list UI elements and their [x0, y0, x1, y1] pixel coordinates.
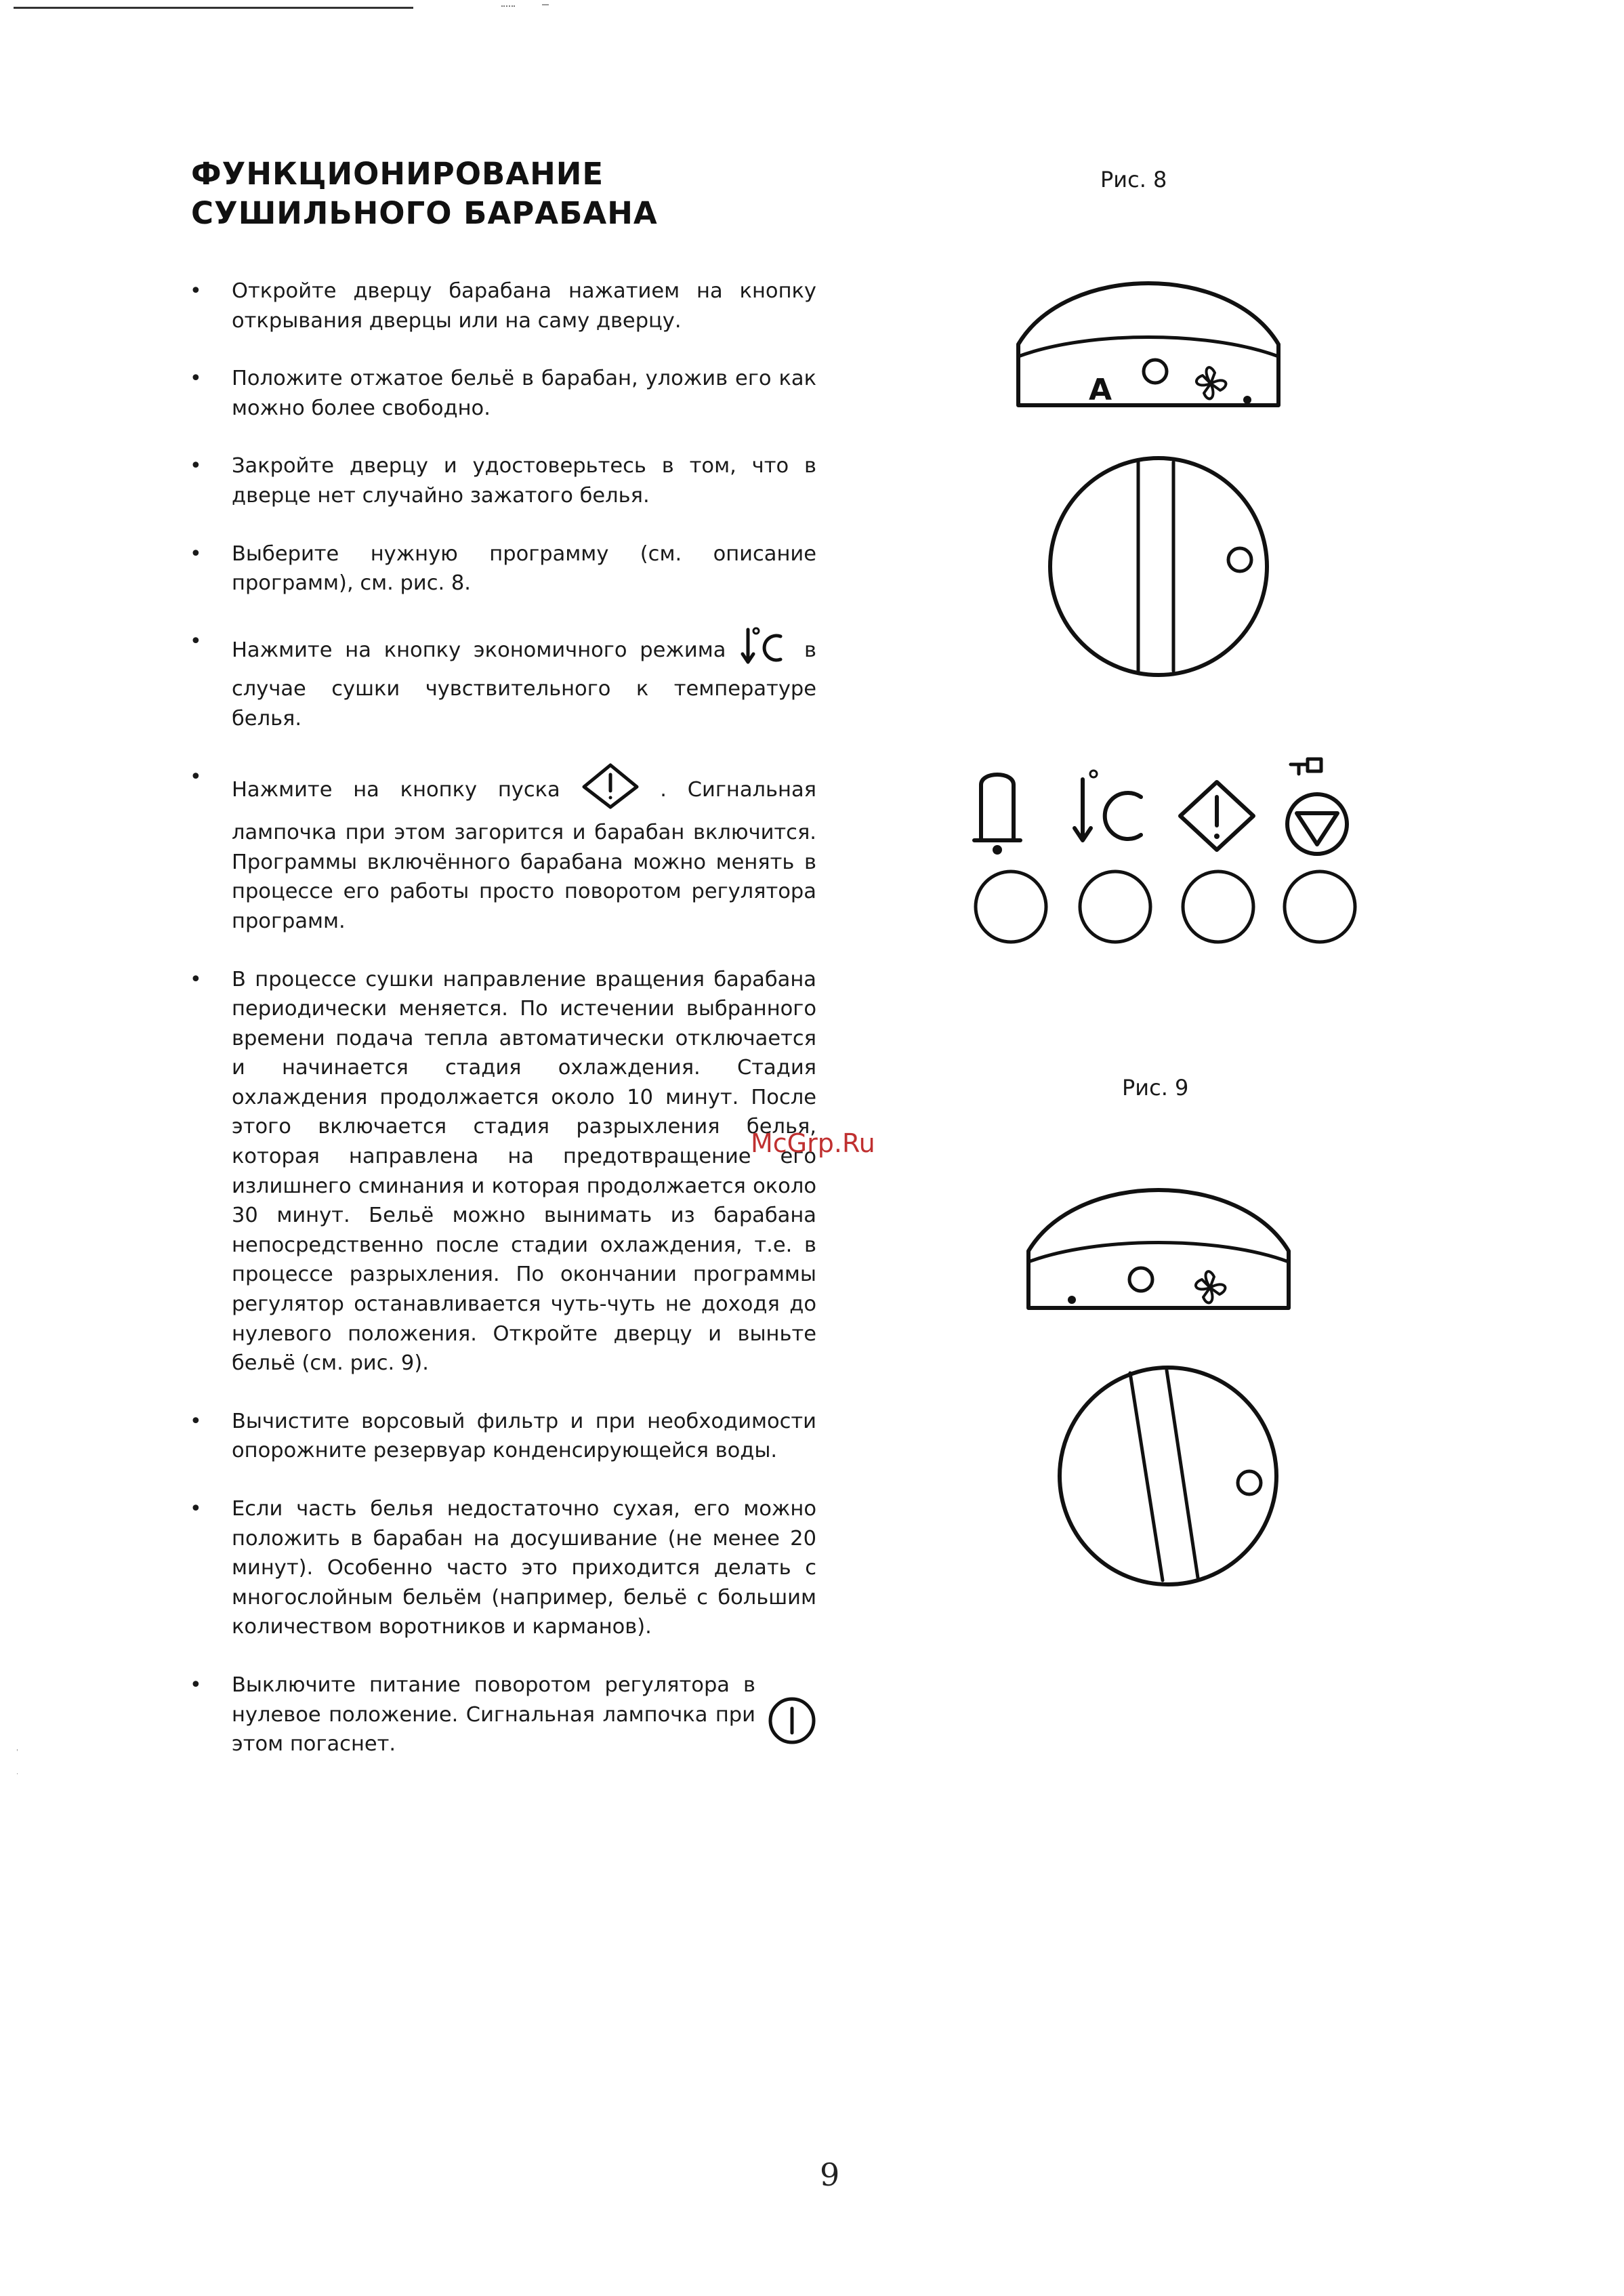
indicator-lamp-start	[1183, 872, 1253, 942]
dial-program-letter: A	[1089, 373, 1112, 407]
indicator-lamp-temp	[1080, 872, 1150, 942]
list-item	[190, 451, 816, 510]
dial-panel-inner-arc	[1018, 337, 1278, 357]
start-diamond-icon	[1180, 782, 1253, 850]
figure-8-caption: Рис. 8	[1100, 167, 1167, 192]
page-number: 9	[820, 2156, 840, 2193]
bullet-dot: •	[190, 967, 202, 991]
list-item	[190, 1670, 816, 1759]
bullet-dot: •	[190, 1497, 202, 1521]
watermark: McGrp.Ru	[751, 1128, 875, 1158]
list-item	[190, 627, 816, 734]
list-item-text: Если часть белья недостаточно сухая, его можно положить в барабан на досушивание (не менее 20 минут). Особенно часто это приходится делать с многослойным бельём (например, бельё с большим количеством воротников и карманов).	[232, 1497, 816, 1639]
figure-8-dial-panel	[1013, 256, 1284, 412]
list-item-text: Закройте дверцу и удостоверьтесь в том, что в дверце нет случайно зажатого белья.	[232, 454, 816, 508]
lock-icon	[1287, 759, 1347, 854]
figure-8-knob	[1045, 453, 1272, 680]
figure-9-knob	[1054, 1362, 1282, 1590]
indicator-lamp-bell	[976, 872, 1046, 942]
list-item-text: Положите отжатое бельё в барабан, уложив его как можно более свободно.	[232, 367, 816, 420]
list-item	[190, 1494, 816, 1642]
list-item-text: Откройте дверцу барабана нажатием на кнопку открывания дверцы или на саму дверцу.	[232, 279, 816, 333]
list-item	[190, 1407, 816, 1466]
temp-down-icon	[1075, 771, 1141, 840]
bell-icon	[974, 775, 1020, 855]
bullet-dot: •	[190, 1673, 202, 1697]
temp-down-icon	[738, 627, 791, 675]
bullet-dot: •	[190, 629, 202, 653]
top-rule-dots	[501, 5, 515, 7]
list-item	[190, 762, 816, 937]
bullet-dot: •	[190, 541, 202, 566]
page-title-line-1: ФУНКЦИОНИРОВАНИЕ	[191, 156, 604, 192]
list-item	[190, 965, 816, 1378]
page-title-line-2: СУШИЛЬНОГО БАРАБАНА	[191, 195, 658, 231]
list-item	[190, 539, 816, 598]
dial-program-circle	[1144, 360, 1167, 383]
list-item-text: Выберите нужную программу (см. описание программ), см. рис. 8.	[232, 541, 816, 596]
start-diamond-icon	[581, 762, 640, 819]
top-rule	[14, 7, 413, 9]
bullet-dot: •	[190, 279, 202, 303]
fan-icon	[1196, 367, 1226, 398]
power-circle-icon	[768, 1696, 816, 1754]
bullet-dot: •	[190, 1409, 202, 1433]
list-item-text: В процессе сушки направление вращения барабана периодически меняется. По истечении выбранного времени подача тепла автоматически отключается и начинается стадия охлаждения. Стадия охлаждения продолжается около 10 минут. После этого включается стадия разрыхления белья, которая направлена на предотвращение его излишнего сминания и которая продолжается около 30 минут. Бельё можно вынимать из барабана непосредственно после стадии охлаждения, т.е. в процессе разрыхления. По окончании программы регулятор останавливается чуть-чуть не доходя до нулевого положения. Откройте дверцу и выньте бельё (см. рис. 9).	[232, 967, 816, 1376]
list-item-text-continued: . Сигнальная лампочка при этом загорится и барабан включится. Программы включённого барабана можно менять в процессе его работы просто поворотом регулятора программ.	[232, 777, 816, 933]
page-title	[191, 155, 801, 233]
list-item	[190, 276, 816, 335]
control-panel-icons	[969, 759, 1362, 861]
list-item-text: Выключите питание поворотом регулятора в нулевое положение. Сигнальная лампочка при этом погаснет.	[232, 1673, 755, 1757]
bullet-dot: •	[190, 454, 202, 478]
figure-9-caption: Рис. 9	[1122, 1075, 1189, 1101]
indicator-lamp-lock	[1285, 872, 1355, 942]
instruction-list	[190, 276, 816, 1759]
list-item-text-continued: в случае сушки чувствительного к температуре белья.	[232, 638, 816, 731]
figure-9-dial-panel	[1023, 1166, 1294, 1315]
indicator-lamps	[972, 870, 1365, 951]
list-item	[190, 364, 816, 423]
top-rule-dash	[542, 4, 549, 5]
list-item-text: Нажмите на кнопку экономичного режима	[232, 638, 726, 662]
bullet-dot: •	[190, 367, 202, 391]
list-item-text: Нажмите на кнопку пуска	[232, 777, 560, 802]
list-item-text: Вычистите ворсовый фильтр и при необходимости опорожните резервуар конденсирующейся воды.	[232, 1409, 816, 1463]
fan-icon	[1196, 1271, 1225, 1303]
bullet-dot: •	[190, 764, 202, 789]
